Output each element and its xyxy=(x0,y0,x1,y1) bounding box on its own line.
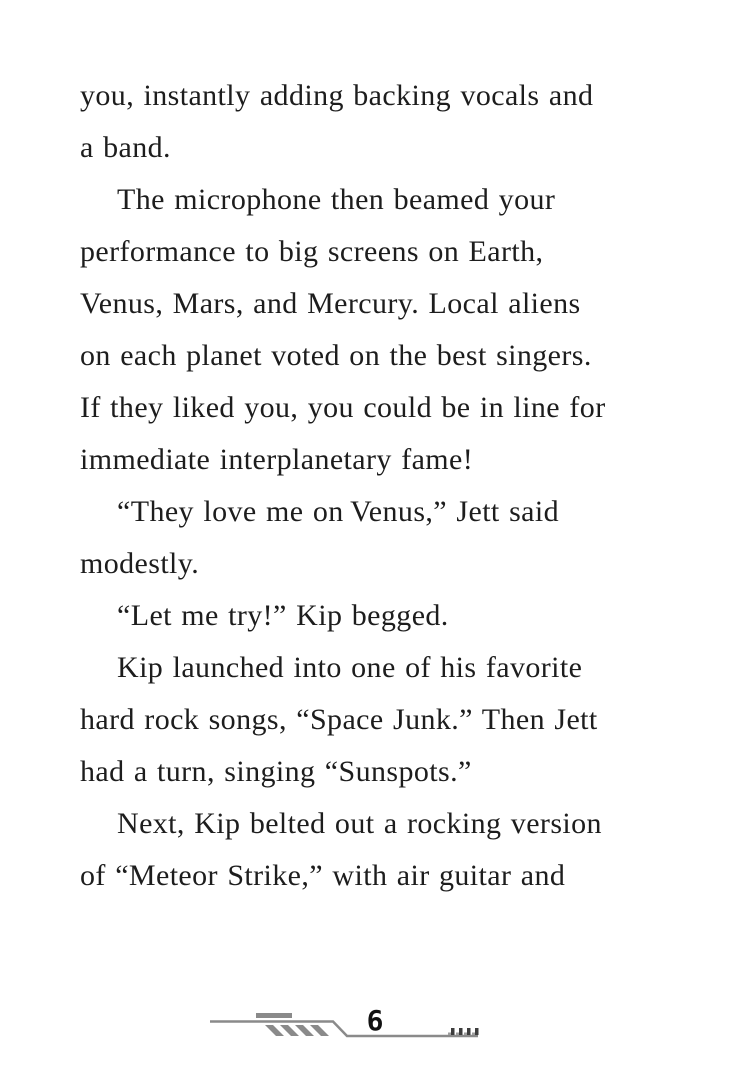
text-line: Kip launched into one of his favorite xyxy=(117,651,583,684)
text-line: If they liked you, you could be in line for xyxy=(80,391,606,424)
hatch-strip xyxy=(280,1025,299,1036)
footer-decoration xyxy=(200,1004,490,1040)
stepped-rule xyxy=(210,1022,478,1037)
text-line: a band. xyxy=(80,131,171,164)
tick-block xyxy=(451,1028,455,1035)
text-line: of “Meteor Strike,” with air guitar and xyxy=(80,859,566,892)
page-footer xyxy=(200,1004,490,1040)
hatch-strip xyxy=(295,1025,314,1036)
story-text xyxy=(80,70,696,902)
tick-marks xyxy=(448,1028,479,1035)
text-line: hard rock songs, “Space Junk.” Then Jett xyxy=(80,703,598,736)
text-line: “Let me try!” Kip begged. xyxy=(117,599,449,632)
text-line: “They love me on Venus,” Jett said xyxy=(117,495,559,528)
tick-block xyxy=(467,1028,471,1035)
text-line: you, instantly adding backing vocals and xyxy=(80,79,594,112)
text-line: had a turn, singing “Sunspots.” xyxy=(80,755,472,788)
page-number: 6 xyxy=(366,1004,384,1037)
text-line: on each planet voted on the best singers. xyxy=(80,339,592,372)
text-line: The microphone then beamed your xyxy=(117,183,556,216)
accent-bar xyxy=(256,1013,292,1018)
text-line: Next, Kip belted out a rocking version xyxy=(117,807,602,840)
tick-block xyxy=(459,1028,463,1035)
tick-block xyxy=(475,1028,479,1035)
text-line: Venus, Mars, and Mercury. Local aliens xyxy=(80,287,581,320)
text-line: modestly. xyxy=(80,547,200,580)
hatch-strip xyxy=(310,1025,329,1036)
text-line: performance to big screens on Earth, xyxy=(80,235,544,268)
text-line: immediate interplanetary fame! xyxy=(80,443,474,476)
hatch-strip xyxy=(265,1025,284,1036)
